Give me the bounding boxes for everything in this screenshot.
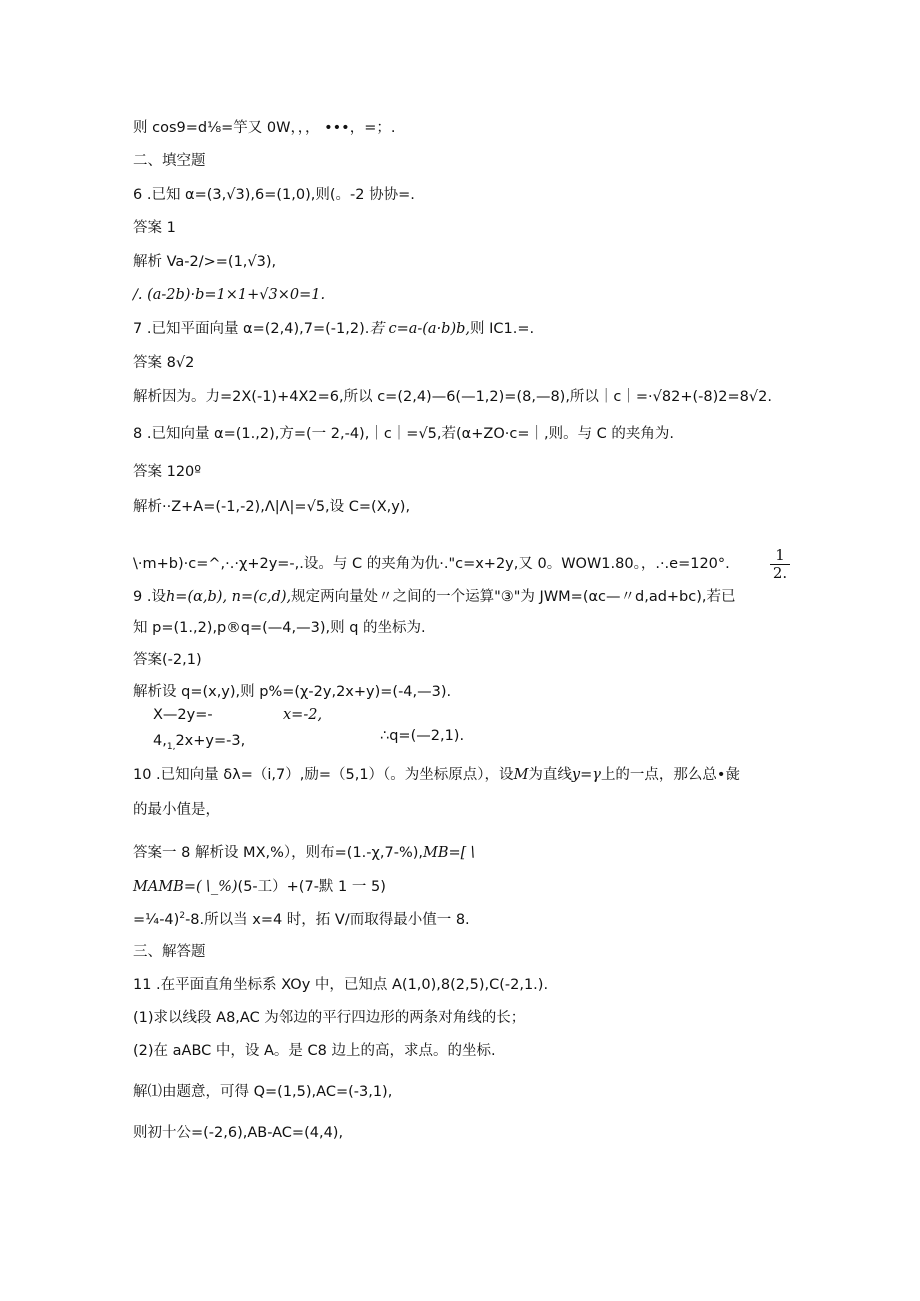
- system-equation-1: X—2y=-: [153, 707, 213, 723]
- system-result-q: [380, 726, 464, 746]
- answer-10-superscript: 2: [179, 911, 186, 922]
- question-7-part-2: 若 c=a-(a·b)b,: [369, 321, 471, 337]
- question-7-part-1: 7 .已知平面向量 α=(2,4),7=(-1,2).: [133, 321, 370, 337]
- question-9-part-1: 9 .设: [133, 589, 166, 605]
- answer-10-part-6: -8.所以当 x=4 时，拓 V/而取得最小值一 8.: [185, 912, 470, 928]
- question-9-line-2: 知 p=(1.,2),p®q=(—4,—3),则 q 的坐标为.: [133, 620, 426, 636]
- question-10-line-2: 的最小值是，: [133, 802, 220, 818]
- question-7-part-3: 则 IC1.=.: [470, 321, 535, 337]
- solution-11-line-1: 解⑴由题意，可得 Q=(1,5),AC=(-3,1),: [133, 1084, 393, 1100]
- question-10-part-4: y=γ: [571, 767, 601, 783]
- fraction-denominator: 2.: [772, 564, 788, 582]
- answer-6: 答案 1: [133, 220, 176, 236]
- equation-2-body: 2x+y=-3,: [175, 733, 246, 749]
- section-heading-fill-in: 二、填空题: [133, 153, 206, 169]
- analysis-7: 解析因为。力=2X(-1)+4X2=6,所以 c=(2,4)—6(—1,2)=(8,—8),所以｜c｜=·√82+(-8)2=8√2.: [133, 389, 772, 405]
- question-10-part-5: 上的一点，那么总•彘: [600, 767, 740, 783]
- question-9-part-3: 规定两向量处〃之间的一个运算"③"为 JWM=(αc—〃d,ad+bc),若已: [291, 589, 736, 605]
- solution-11-line-2: 则初十公=(-2,6),AB-AC=(4,4),: [133, 1125, 344, 1141]
- question-10-part-2: M: [513, 767, 529, 783]
- system-solution-x: x=-2,: [283, 707, 323, 723]
- answer-7: 答案 8√2: [133, 355, 195, 371]
- analysis-6-line-1: 解析 Va-2∕>=(1,√3),: [133, 254, 277, 270]
- answer-9: 答案(-2,1): [133, 652, 202, 668]
- equation-2-subscript: 1,: [166, 741, 176, 752]
- analysis-8-line-1: 解析··Z+A=(-1,-2),Λ|Λ|=√5,设 C=(X,y),: [133, 499, 411, 515]
- fraction-one-half: [770, 548, 790, 581]
- question-9-line-1: [133, 587, 736, 607]
- answer-10-line-3: [133, 910, 470, 930]
- answer-10-line-2: [133, 877, 386, 897]
- system-equation-2: [153, 731, 245, 751]
- result-q-text: ∴q=(—2,1).: [380, 728, 465, 744]
- analysis-8-line-2: \·m+b)·c=^,·.·χ+2y=-,.设。与 C 的夹角为仇·."c=x+2y,又 0。WOW1.80。，.·.e=120°.: [133, 556, 730, 572]
- answer-10-part-4: (5-工）+(7-默 1 一 5): [237, 879, 386, 895]
- answer-10-line-1: [133, 843, 476, 863]
- answer-10-part-2: MB=[∖: [423, 845, 476, 861]
- question-11-part-2: (2)在 aABC 中，设 A。是 C8 边上的高，求点。的坐标.: [133, 1043, 496, 1059]
- answer-8: 答案 120º: [133, 464, 202, 480]
- question-7: [133, 319, 534, 339]
- question-9-part-2: h=(α,b), n=(c,d),: [165, 589, 292, 605]
- question-8: 8 .已知向量 α=(1.,2),方=(一 2,-4),｜c｜=√5,若(α+ZO·c=｜,则。与 C 的夹角为.: [133, 426, 675, 442]
- question-11: 11 .在平面直角坐标系 XOy 中，已知点 A(1,0),8(2,5),C(-2,1.).: [133, 977, 549, 993]
- text-line: 则 cos9=d⅛=竽又 0W，，， •••，=；.: [133, 120, 396, 136]
- section-heading-solve: 三、解答题: [133, 944, 206, 960]
- answer-10-part-1: 答案一 8 解析设 MX,%），则布=(1.-χ,7-%),: [133, 845, 423, 861]
- question-10-line-1: [133, 765, 740, 785]
- question-10-part-1: 10 .已知向量 δλ=（i,7）,励=（5,1）（。为坐标原点），设: [133, 767, 514, 783]
- question-11-part-1: (1)求以线段 A8,AC 为邻边的平行四边形的两条对角线的长；: [133, 1010, 526, 1026]
- analysis-6-line-2: ∕. (a-2b)·b=1×1+√3×0=1.: [133, 287, 326, 303]
- fraction-numerator: 1: [775, 546, 785, 564]
- answer-10-part-5: =¼-4): [133, 912, 180, 928]
- question-6: 6 .已知 α=(3,√3),6=(1,0),则(。-2 协协=.: [133, 187, 415, 203]
- answer-10-part-3: MAMB=(∖_%): [133, 879, 238, 895]
- question-10-part-3: 为直线: [528, 767, 572, 783]
- equation-2-prefix: 4,: [153, 733, 167, 749]
- analysis-9-line-1: 解析设 q=(x,y),则 p%=(χ-2y,2x+y)=(-4,—3).: [133, 684, 452, 700]
